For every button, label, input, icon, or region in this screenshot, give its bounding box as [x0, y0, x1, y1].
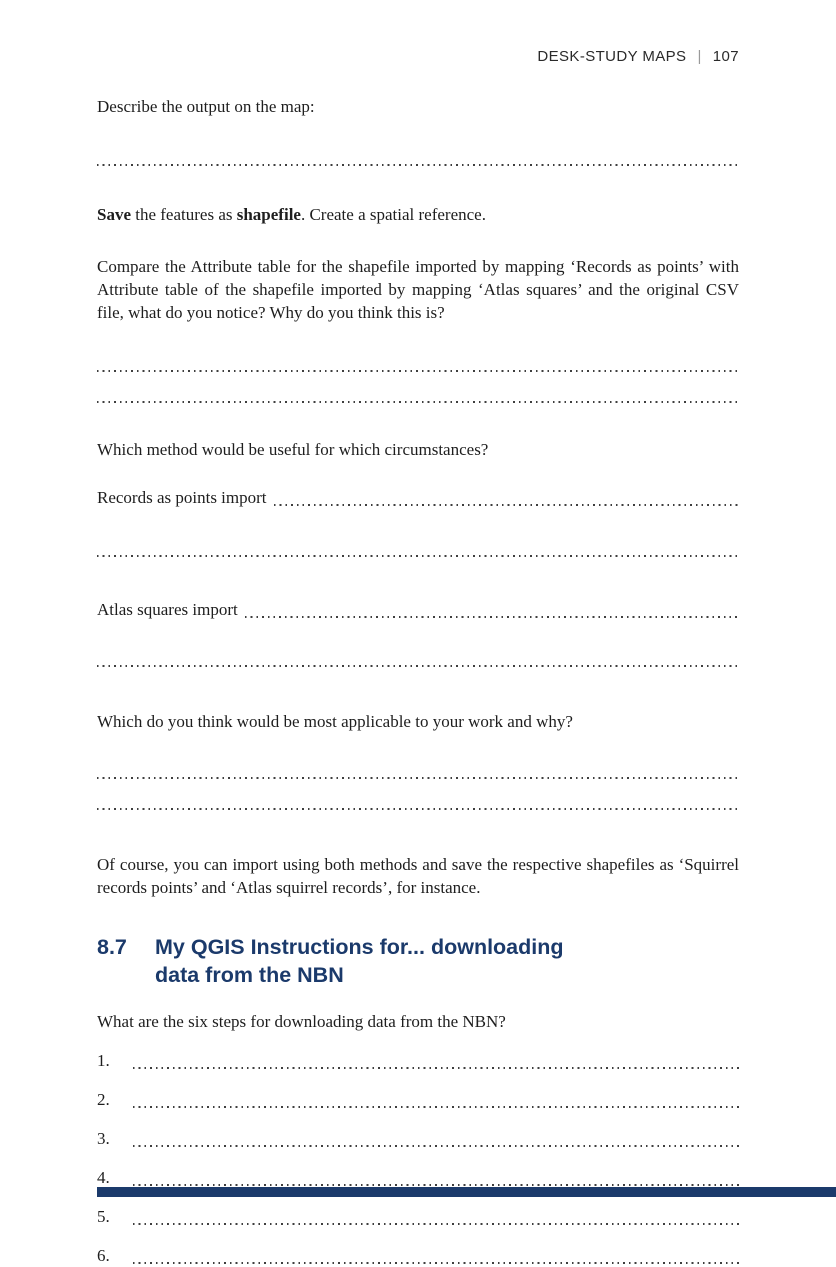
- answer-line: [97, 808, 739, 810]
- section-title-line2: data from the NBN: [155, 963, 344, 987]
- save-instruction-part: the features as: [131, 205, 237, 224]
- answer-line: [133, 1067, 739, 1069]
- running-header: [97, 48, 739, 65]
- section-number: 8.7: [97, 935, 127, 959]
- step-row: [97, 1127, 739, 1150]
- step-row: [97, 1244, 739, 1267]
- save-instruction-part: . Create a spatial reference.: [300, 205, 486, 224]
- answer-line: [133, 1106, 739, 1108]
- save-instruction-part: shapefile: [236, 205, 301, 224]
- section-title-line1: My QGIS Instructions for... downloading: [155, 935, 564, 959]
- records-as-points-row: [97, 486, 739, 509]
- step-number: 6.: [97, 1246, 110, 1265]
- step-number: 4.: [97, 1168, 110, 1187]
- page-number: 107: [712, 48, 739, 65]
- step-row: [97, 1088, 739, 1111]
- compare-paragraph: Compare the Attribute table for the shapefile imported by mapping ‘Records as points’ with Attribute table of the shapefile imported by mapping ‘Atlas squares’ and the original CSV file, what do you notice? Why do you think this is?: [97, 257, 739, 322]
- answer-line: [97, 164, 739, 166]
- save-instruction: [97, 203, 739, 226]
- question-most-applicable: Which do you think would be most applicable to your work and why?: [97, 712, 573, 731]
- step-number: 2.: [97, 1090, 110, 1109]
- answer-line: [274, 504, 739, 506]
- section-heading: [97, 933, 739, 989]
- answer-line: [97, 777, 739, 779]
- save-instruction-part: Save: [97, 205, 131, 224]
- header-separator: |: [697, 48, 702, 65]
- answer-line: [97, 665, 739, 667]
- steps-list: [97, 1049, 739, 1267]
- answer-line: [97, 370, 739, 372]
- of-course-paragraph: Of course, you can import using both methods and save the respective shapefiles as ‘Squirrel records points’ and ‘Atlas squirrel records’, for instance.: [97, 855, 739, 897]
- step-number: 1.: [97, 1051, 110, 1070]
- answer-line: [133, 1223, 739, 1225]
- question-which-method: Which method would be useful for which circumstances?: [97, 440, 489, 459]
- step-number: 5.: [97, 1207, 110, 1226]
- question-describe-output: Describe the output on the map:: [97, 97, 315, 116]
- answer-line: [133, 1262, 739, 1264]
- running-title: DESK-STUDY MAPS: [537, 48, 687, 65]
- answer-line: [97, 401, 739, 403]
- answer-line: [133, 1145, 739, 1147]
- step-number: 3.: [97, 1129, 110, 1148]
- footer-accent-bar: [97, 1187, 836, 1197]
- steps-question: What are the six steps for downloading data from the NBN?: [97, 1012, 506, 1031]
- atlas-squares-row: [97, 598, 739, 621]
- records-as-points-label: Records as points import: [97, 488, 267, 507]
- step-row: [97, 1049, 739, 1072]
- answer-line: [97, 555, 739, 557]
- answer-line: [133, 1184, 739, 1186]
- section-title: [155, 933, 564, 989]
- step-row: [97, 1205, 739, 1228]
- step-row: [97, 1166, 739, 1189]
- atlas-squares-label: Atlas squares import: [97, 600, 238, 619]
- answer-line: [245, 616, 739, 618]
